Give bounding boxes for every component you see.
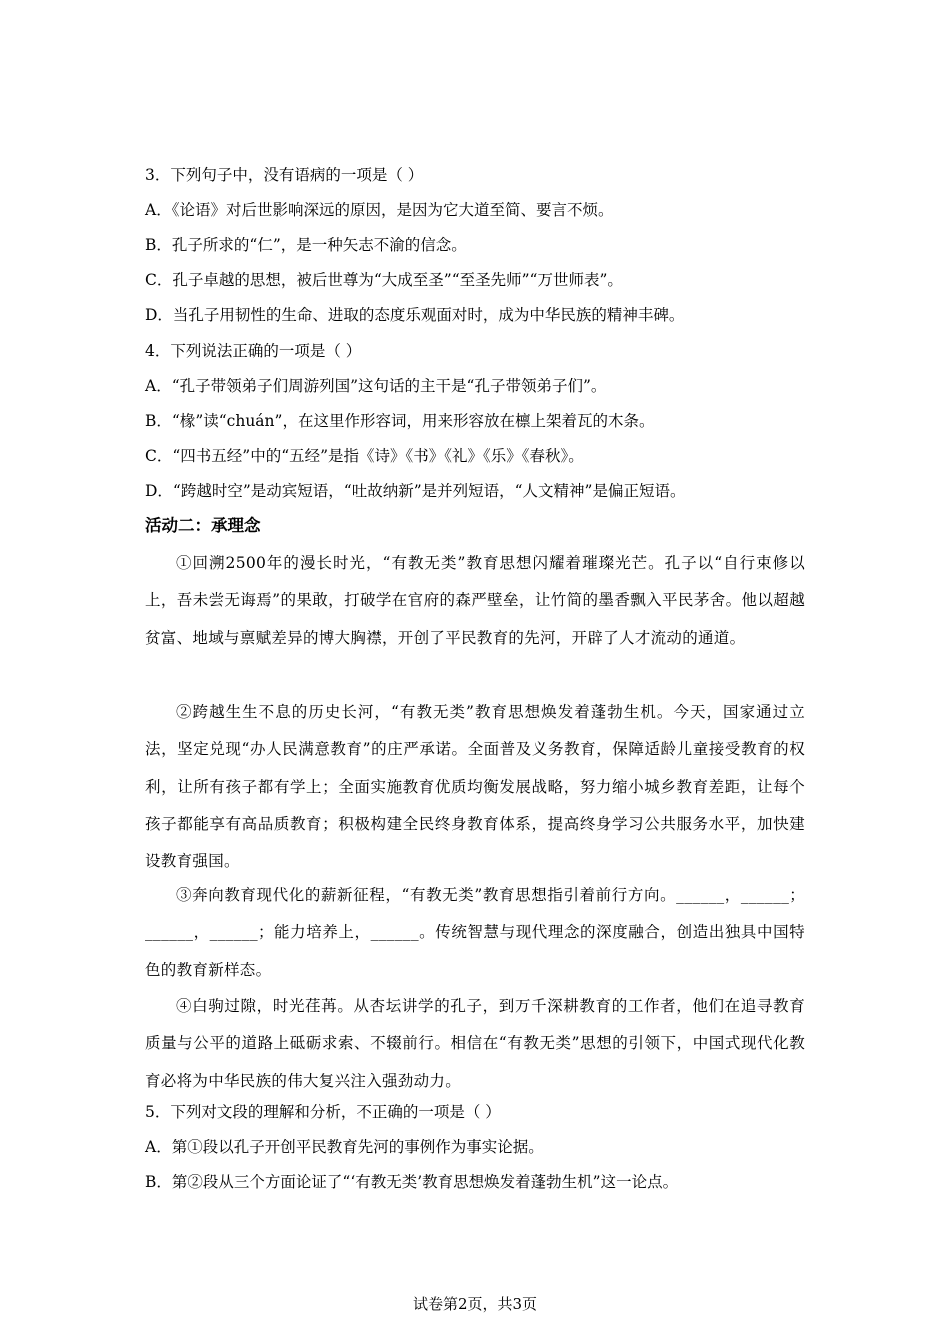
section-title: 活动二：承理念 — [145, 516, 261, 535]
q3-option-c: C．孔子卓越的思想，被后世尊为“大成至圣”“至圣先师”“万世师表”。 — [145, 271, 623, 289]
passage-paragraph-2: ②跨越生生不息的历史长河，“有教无类”教育思想焕发着蓬勃生机。今天，国家通过立法，坚定兑现“办人民满意教育”的庄严承诺。全面普及义务教育，保障适龄儿童接受教育的权利，让所有孩子都有学上；全面实施教育优质均衡发展战略，努力缩小城乡教育差距，让每个孩子都能享有高品质教育；积极构建全民终身教育体系，提高终身学习公共服务水平，加快建设教育强国。 — [145, 703, 805, 871]
passage-paragraph-1: ①回溯2500年的漫长时光，“有教无类”教育思想闪耀着璀璨光芒。孔子以“自行束修以上，吾未尝无诲焉”的果敢，打破学在官府的森严壁垒，让竹简的墨香飘入平民茅舍。他以超越贫富、地域与禀赋差异的博大胸襟，开创了平民教育的先河，开辟了人才流动的通道。 — [145, 554, 805, 647]
q3-stem: 3．下列句子中，没有语病的一项是（ ） — [145, 166, 424, 184]
q4-option-d: D．“跨越时空”是动宾短语，“吐故纳新”是并列短语，“人文精神”是偏正短语。 — [145, 482, 686, 500]
q4-stem: 4．下列说法正确的一项是（ ） — [145, 342, 362, 360]
page-footer: 试卷第2页，共3页 — [412, 1295, 538, 1313]
passage-paragraph-4: ④白驹过隙，时光荏苒。从杏坛讲学的孔子，到万千深耕教育的工作者，他们在追寻教育质量与公平的道路上砥砺求索、不辍前行。相信在“有教无类”思想的引领下，中国式现代化教育必将为中华民族的伟大复兴注入强劲动力。 — [145, 997, 805, 1090]
q4-option-a: A．“孔子带领弟子们周游列国”这句话的主干是“孔子带领弟子们”。 — [145, 377, 607, 395]
q5-option-a: A．第①段以孔子开创平民教育先河的事例作为事实论据。 — [145, 1138, 544, 1156]
q4-option-c: C．“四书五经”中的“五经”是指《诗》《书》《礼》《乐》《春秋》。 — [145, 447, 584, 465]
q4-option-b: B．“椽”读“chuán”，在这里作形容词，用来形容放在檩上架着瓦的木条。 — [145, 412, 655, 430]
q3-option-d: D．当孔子用韧性的生命、进取的态度乐观面对时，成为中华民族的精神丰碑。 — [145, 306, 685, 324]
passage-paragraph-3: ③奔向教育现代化的薪新征程，“有教无类”教育思想指引着前行方向。______，______；______，______；能力培养上，______。传统智慧与现代理念的深度融合，创造出独具中国特色的教育新样态。 — [145, 886, 805, 979]
q5-stem: 5．下列对文段的理解和分析，不正确的一项是（ ） — [145, 1103, 501, 1121]
q3-option-a: A．《论语》对后世影响深远的原因，是因为它大道至简、要言不烦。 — [145, 201, 614, 219]
q5-option-b: B．第②段从三个方面论证了“‘有教无类’教育思想焕发着蓬勃生机”这一论点。 — [145, 1173, 679, 1191]
q3-option-b: B．孔子所求的“仁”，是一种矢志不渝的信念。 — [145, 236, 467, 254]
